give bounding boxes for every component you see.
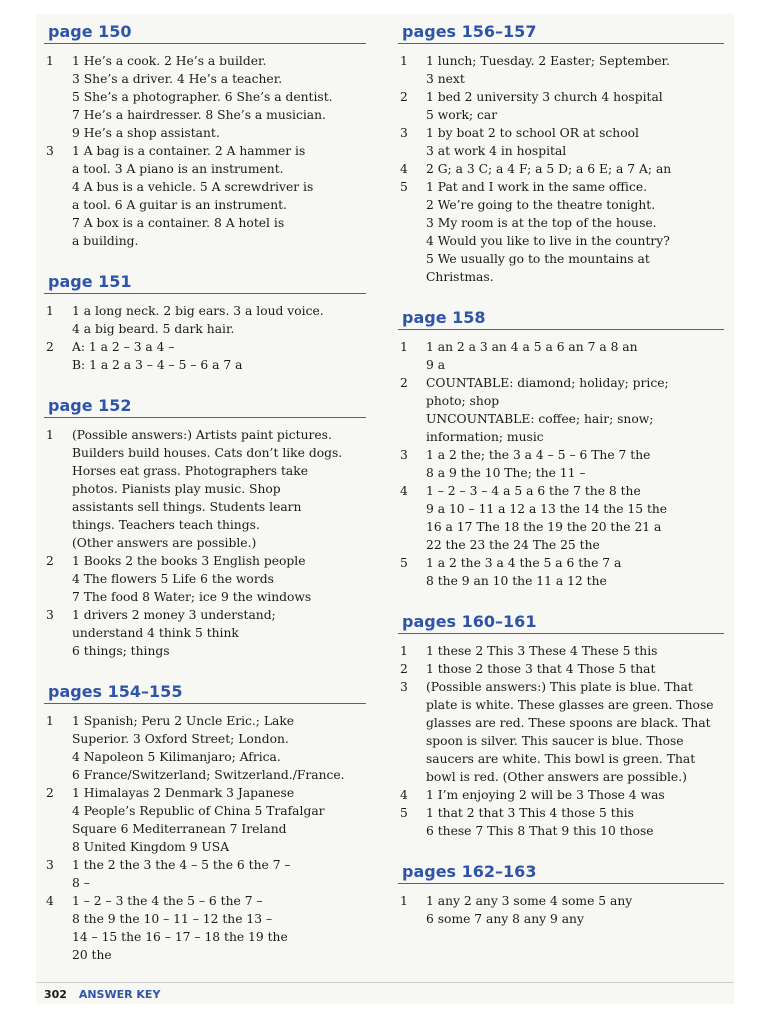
answer-line: 8 – [72,876,90,890]
answer-section [398,22,724,286]
answer-line: 3 next [426,72,465,86]
exercise-answers [426,554,724,590]
exercise-answers [72,856,366,892]
exercise-row [398,446,724,482]
answer-line: 1 Books 2 the books 3 English people [72,554,306,568]
exercise-row [398,160,724,178]
answer-line: 7 The food 8 Water; ice 9 the windows [72,590,312,604]
exercise-number: 2 [400,376,408,390]
answer-line: 1 lunch; Tuesday. 2 Easter; September. [426,54,670,68]
exercise-row [44,338,366,374]
exercise-answers [426,88,724,124]
answer-section [44,272,366,374]
exercise-answers [426,482,724,554]
answer-line: photo; shop [426,394,500,408]
answer-line: Superior. 3 Oxford Street; London. [72,732,289,746]
footer-label: ANSWER KEY [78,988,161,1001]
answer-key-page [36,14,734,1004]
answer-line: 8 United Kingdom 9 USA [72,840,230,854]
answer-line: understand 4 think 5 think [72,626,239,640]
exercise-number: 1 [46,428,54,442]
exercise-answers [72,338,366,374]
exercise-answers [72,552,366,606]
exercise-number: 3 [46,858,54,872]
right-column [398,22,724,950]
answer-line: 8 the 9 the 10 – 11 – 12 the 13 – [72,912,273,926]
exercise-row [44,784,366,856]
exercise-number: 4 [400,788,408,802]
exercise-answers [72,784,366,856]
section-title: page 152 [44,396,366,418]
page-number: 302 [44,988,67,1001]
exercise-row [398,374,724,446]
exercise-row [398,892,724,928]
answer-line: A: 1 a 2 – 3 a 4 – [72,340,175,354]
answer-line: assistants sell things. Students learn [72,500,302,514]
answer-line: things. Teachers teach things. [72,518,260,532]
answer-line: 3 at work 4 in hospital [426,144,567,158]
answer-line: 1 those 2 those 3 that 4 Those 5 that [426,662,656,676]
exercise-row [44,552,366,606]
exercise-answers [426,804,724,840]
exercise-number: 2 [400,90,408,104]
answer-line: a building. [72,234,139,248]
answer-section [398,612,724,840]
exercise-answers [426,892,724,928]
page-footer [44,988,160,1001]
answer-line: 16 a 17 The 18 the 19 the 20 the 21 a [426,520,662,534]
exercise-answers [426,52,724,88]
answer-line: 8 a 9 the 10 The; the 11 – [426,466,586,480]
answer-line: 4 The flowers 5 Life 6 the words [72,572,274,586]
section-title: page 151 [44,272,366,294]
exercise-number: 5 [400,180,408,194]
exercise-row [44,426,366,552]
answer-line: 6 France/Switzerland; Switzerland./France. [72,768,345,782]
answer-line: 6 things; things [72,644,170,658]
exercise-answers [426,642,724,660]
exercise-number: 3 [46,608,54,622]
answer-line: 9 He’s a shop assistant. [72,126,220,140]
exercise-number: 1 [400,644,408,658]
exercise-row [398,124,724,160]
exercise-answers [426,660,724,678]
exercise-answers [426,124,724,160]
exercise-answers [426,338,724,374]
answer-line: photos. Pianists play music. Shop [72,482,281,496]
exercise-row [398,554,724,590]
exercise-row [44,856,366,892]
answer-line: (Other answers are possible.) [72,536,257,550]
answer-line: COUNTABLE: diamond; holiday; price; [426,376,669,390]
answer-section [398,308,724,590]
exercise-number: 3 [400,680,408,694]
exercise-answers [72,302,366,338]
answer-line: 2 G; a 3 C; a 4 F; a 5 D; a 6 E; a 7 A; an [426,162,672,176]
answer-line: 1 that 2 that 3 This 4 those 5 this [426,806,634,820]
exercise-row [398,178,724,286]
exercise-number: 1 [46,54,54,68]
section-title: page 150 [44,22,366,44]
exercise-row [398,678,724,786]
answer-line: 1 these 2 This 3 These 4 These 5 this [426,644,658,658]
exercise-row [398,786,724,804]
footer-divider [36,982,734,983]
answer-line: 3 She’s a driver. 4 He’s a teacher. [72,72,283,86]
exercise-answers [72,142,366,250]
exercise-row [398,482,724,554]
answer-line: (Possible answers:) This plate is blue. That [426,680,693,694]
left-column [44,22,366,986]
answer-line: B: 1 a 2 a 3 – 4 – 5 – 6 a 7 a [72,358,243,372]
exercise-row [44,712,366,784]
answer-line: 7 He’s a hairdresser. 8 She’s a musician. [72,108,326,122]
answer-line: 4 A bus is a vehicle. 5 A screwdriver is [72,180,314,194]
exercise-number: 5 [400,556,408,570]
exercise-number: 4 [400,162,408,176]
exercise-answers [426,446,724,482]
exercise-answers [426,178,724,286]
exercise-answers [72,892,366,964]
exercise-number: 1 [46,714,54,728]
answer-line: a tool. 6 A guitar is an instrument. [72,198,287,212]
answer-line: information; music [426,430,544,444]
answer-line: plate is white. These glasses are green. Those [426,698,714,712]
answer-line: 9 a 10 – 11 a 12 a 13 the 14 the 15 the [426,502,668,516]
answer-line: 7 A box is a container. 8 A hotel is [72,216,285,230]
exercise-row [398,88,724,124]
answer-line: 4 Would you like to live in the country? [426,234,670,248]
answer-line: 1 Pat and I work in the same office. [426,180,648,194]
answer-line: 22 the 23 the 24 The 25 the [426,538,600,552]
answer-line: 2 We’re going to the theatre tonight. [426,198,656,212]
answer-line: glasses are red. These spoons are black. That [426,716,711,730]
exercise-row [44,606,366,660]
exercise-row [44,302,366,338]
answer-line: 1 a long neck. 2 big ears. 3 a loud voice. [72,304,324,318]
section-title: pages 156–157 [398,22,724,44]
exercise-number: 1 [400,894,408,908]
answer-line: bowl is red. (Other answers are possible.) [426,770,687,784]
answer-line: 1 by boat 2 to school OR at school [426,126,639,140]
answer-line: 5 She’s a photographer. 6 She’s a dentist. [72,90,333,104]
exercise-row [398,642,724,660]
answer-line: 1 bed 2 university 3 church 4 hospital [426,90,663,104]
exercise-number: 2 [400,662,408,676]
answer-section [44,682,366,964]
answer-line: UNCOUNTABLE: coffee; hair; snow; [426,412,654,426]
exercise-number: 2 [46,340,54,354]
answer-line: 1 drivers 2 money 3 understand; [72,608,276,622]
answer-line: 1 Spanish; Peru 2 Uncle Eric.; Lake [72,714,295,728]
answer-line: Builders build houses. Cats don’t like dogs. [72,446,343,460]
answer-line: Christmas. [426,270,494,284]
answer-line: 3 My room is at the top of the house. [426,216,657,230]
answer-line: 8 the 9 an 10 the 11 a 12 the [426,574,607,588]
exercise-row [398,660,724,678]
answer-line: 6 these 7 This 8 That 9 this 10 those [426,824,654,838]
answer-line: 1 A bag is a container. 2 A hammer is [72,144,306,158]
answer-line: 20 the [72,948,112,962]
answer-line: 1 any 2 any 3 some 4 some 5 any [426,894,633,908]
exercise-number: 1 [400,340,408,354]
exercise-answers [426,160,724,178]
exercise-row [398,52,724,88]
answer-line: 9 a [426,358,446,372]
answer-line: 4 Napoleon 5 Kilimanjaro; Africa. [72,750,281,764]
answer-line: a tool. 3 A piano is an instrument. [72,162,284,176]
answer-line: 1 a 2 the; the 3 a 4 – 5 – 6 The 7 the [426,448,651,462]
answer-line: 5 We usually go to the mountains at [426,252,650,266]
answer-line: 1 I’m enjoying 2 will be 3 Those 4 was [426,788,665,802]
answer-line: 6 some 7 any 8 any 9 any [426,912,584,926]
answer-line: 1 Himalayas 2 Denmark 3 Japanese [72,786,295,800]
exercise-number: 4 [46,894,54,908]
exercise-answers [72,606,366,660]
answer-line: 14 – 15 the 16 – 17 – 18 the 19 the [72,930,288,944]
exercise-number: 3 [400,126,408,140]
exercise-row [44,142,366,250]
answer-line: 1 the 2 the 3 the 4 – 5 the 6 the 7 – [72,858,291,872]
answer-line: spoon is silver. This saucer is blue. Those [426,734,684,748]
answer-line: 5 work; car [426,108,498,122]
answer-line: 1 a 2 the 3 a 4 the 5 a 6 the 7 a [426,556,622,570]
section-title: pages 162–163 [398,862,724,884]
answer-line: saucers are white. This bowl is green. That [426,752,696,766]
answer-section [44,396,366,660]
exercise-row [44,892,366,964]
exercise-number: 4 [400,484,408,498]
exercise-row [398,338,724,374]
exercise-number: 1 [46,304,54,318]
answer-line: (Possible answers:) Artists paint pictures. [72,428,332,442]
exercise-number: 2 [46,786,54,800]
answer-line: 4 a big beard. 5 dark hair. [72,322,235,336]
section-title: page 158 [398,308,724,330]
exercise-number: 2 [46,554,54,568]
exercise-answers [72,712,366,784]
exercise-number: 3 [400,448,408,462]
answer-line: Square 6 Mediterranean 7 Ireland [72,822,287,836]
answer-line: 1 He’s a cook. 2 He’s a builder. [72,54,267,68]
exercise-row [398,804,724,840]
exercise-answers [72,426,366,552]
section-title: pages 154–155 [44,682,366,704]
exercise-answers [426,786,724,804]
answer-line: 1 – 2 – 3 – 4 a 5 a 6 the 7 the 8 the [426,484,641,498]
section-title: pages 160–161 [398,612,724,634]
exercise-number: 3 [46,144,54,158]
answer-line: 1 – 2 – 3 the 4 the 5 – 6 the 7 – [72,894,263,908]
exercise-number: 5 [400,806,408,820]
answer-line: 1 an 2 a 3 an 4 a 5 a 6 an 7 a 8 an [426,340,638,354]
answer-section [44,22,366,250]
exercise-row [44,52,366,142]
exercise-answers [426,678,724,786]
exercise-number: 1 [400,54,408,68]
answer-line: 4 People’s Republic of China 5 Trafalgar [72,804,325,818]
answer-line: Horses eat grass. Photographers take [72,464,308,478]
exercise-answers [426,374,724,446]
answer-section [398,862,724,928]
exercise-answers [72,52,366,142]
